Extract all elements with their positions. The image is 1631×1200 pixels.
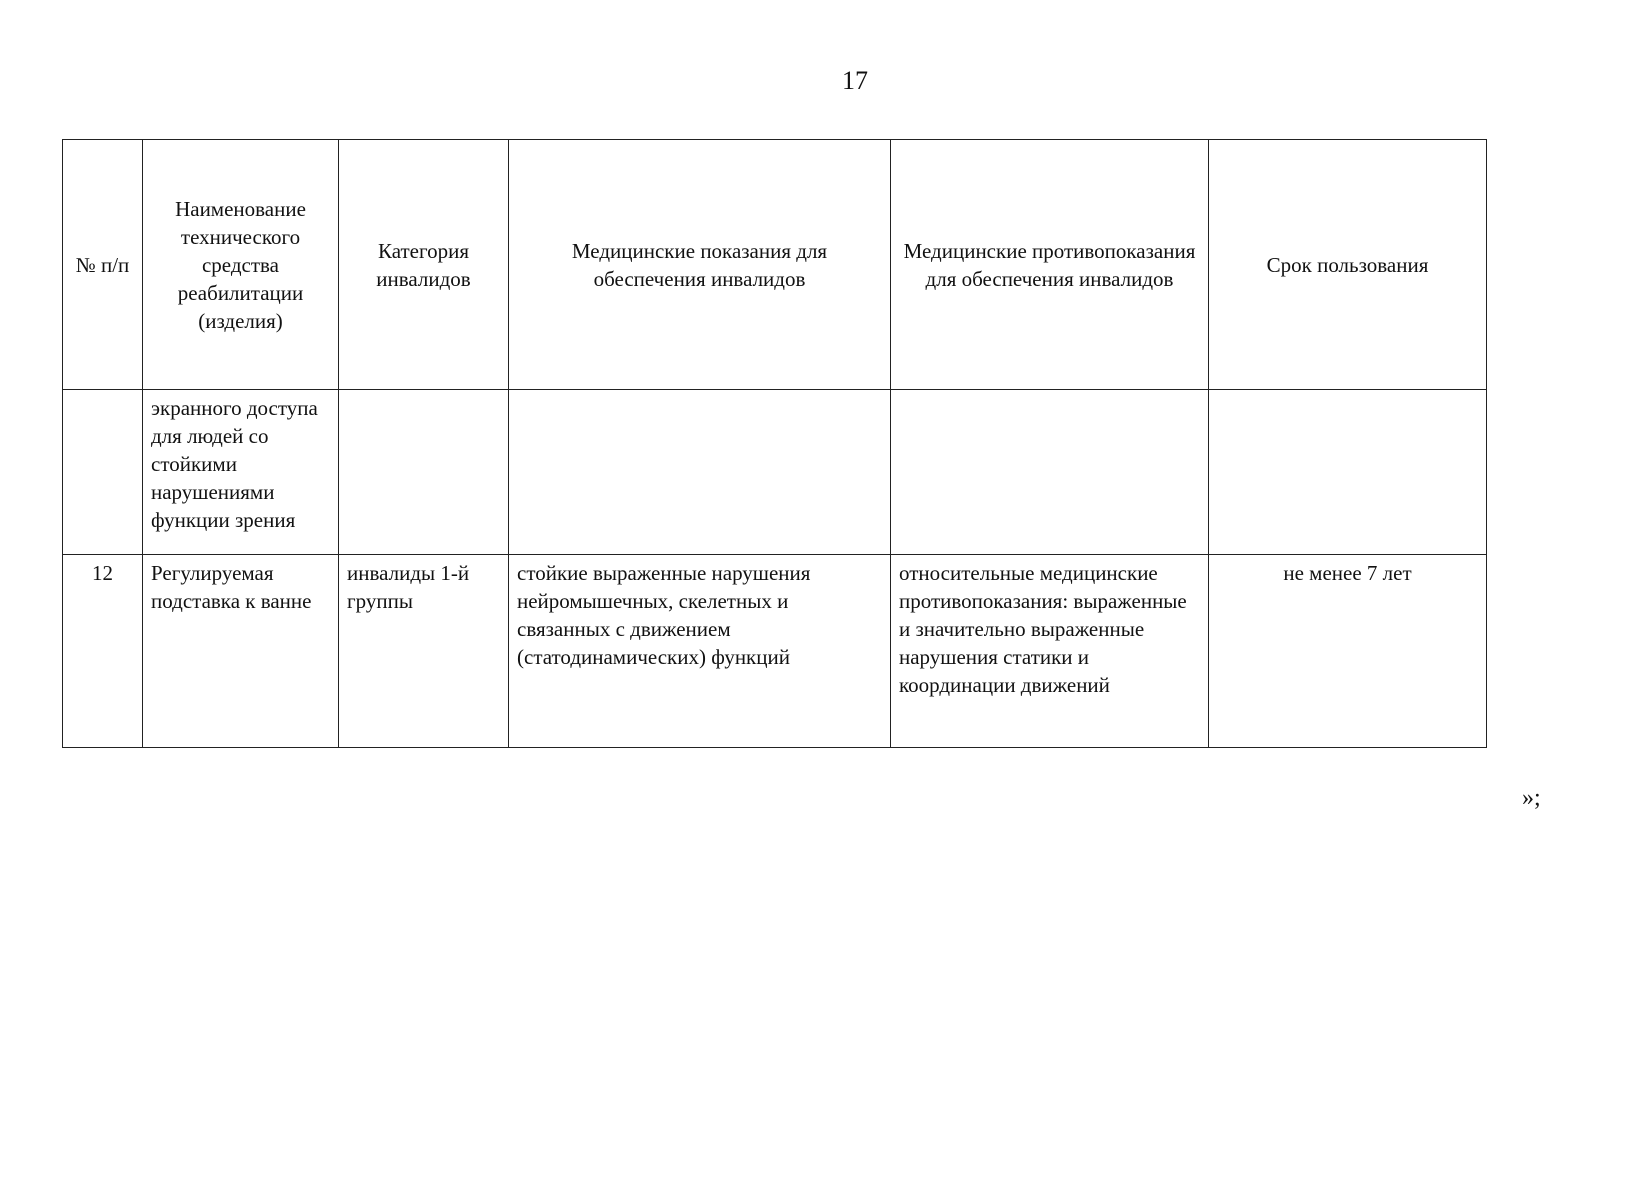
table-header-row: [63, 140, 1487, 390]
cell-usage-period: не менее 7 лет: [1209, 555, 1487, 748]
header-indications: Медицинские показания для обеспечения инвалидов: [509, 140, 891, 390]
cell-indications: стойкие выраженные нарушения нейромышечных, скелетных и связанных с движением (статодинамических) функций: [509, 555, 891, 748]
page-number: 17: [842, 66, 868, 95]
cell-category: инвалиды 1-й группы: [339, 555, 509, 748]
cell-name: экранного доступа для людей со стойкими нарушениями функции зрения: [143, 390, 339, 555]
cell-name: Регулируемая подставка к ванне: [143, 555, 339, 748]
header-number: № п/п: [63, 140, 143, 390]
table-row: [63, 555, 1487, 748]
header-contraindications: Медицинские противопоказания для обеспечения инвалидов: [891, 140, 1209, 390]
cell-usage-period: [1209, 390, 1487, 555]
cell-number: [63, 390, 143, 555]
rehabilitation-table: [62, 139, 1487, 748]
cell-contraindications: относительные медицинские противопоказания: выраженные и значительно выраженные нарушения статики и координации движений: [891, 555, 1209, 748]
closing-quote-mark: »;: [1522, 785, 1541, 811]
cell-number: 12: [63, 555, 143, 748]
header-usage-period: Срок пользования: [1209, 140, 1487, 390]
cell-category: [339, 390, 509, 555]
header-name: Наименование технического средства реабилитации (изделия): [143, 140, 339, 390]
cell-indications: [509, 390, 891, 555]
table-row: [63, 390, 1487, 555]
cell-contraindications: [891, 390, 1209, 555]
header-category: Категория инвалидов: [339, 140, 509, 390]
